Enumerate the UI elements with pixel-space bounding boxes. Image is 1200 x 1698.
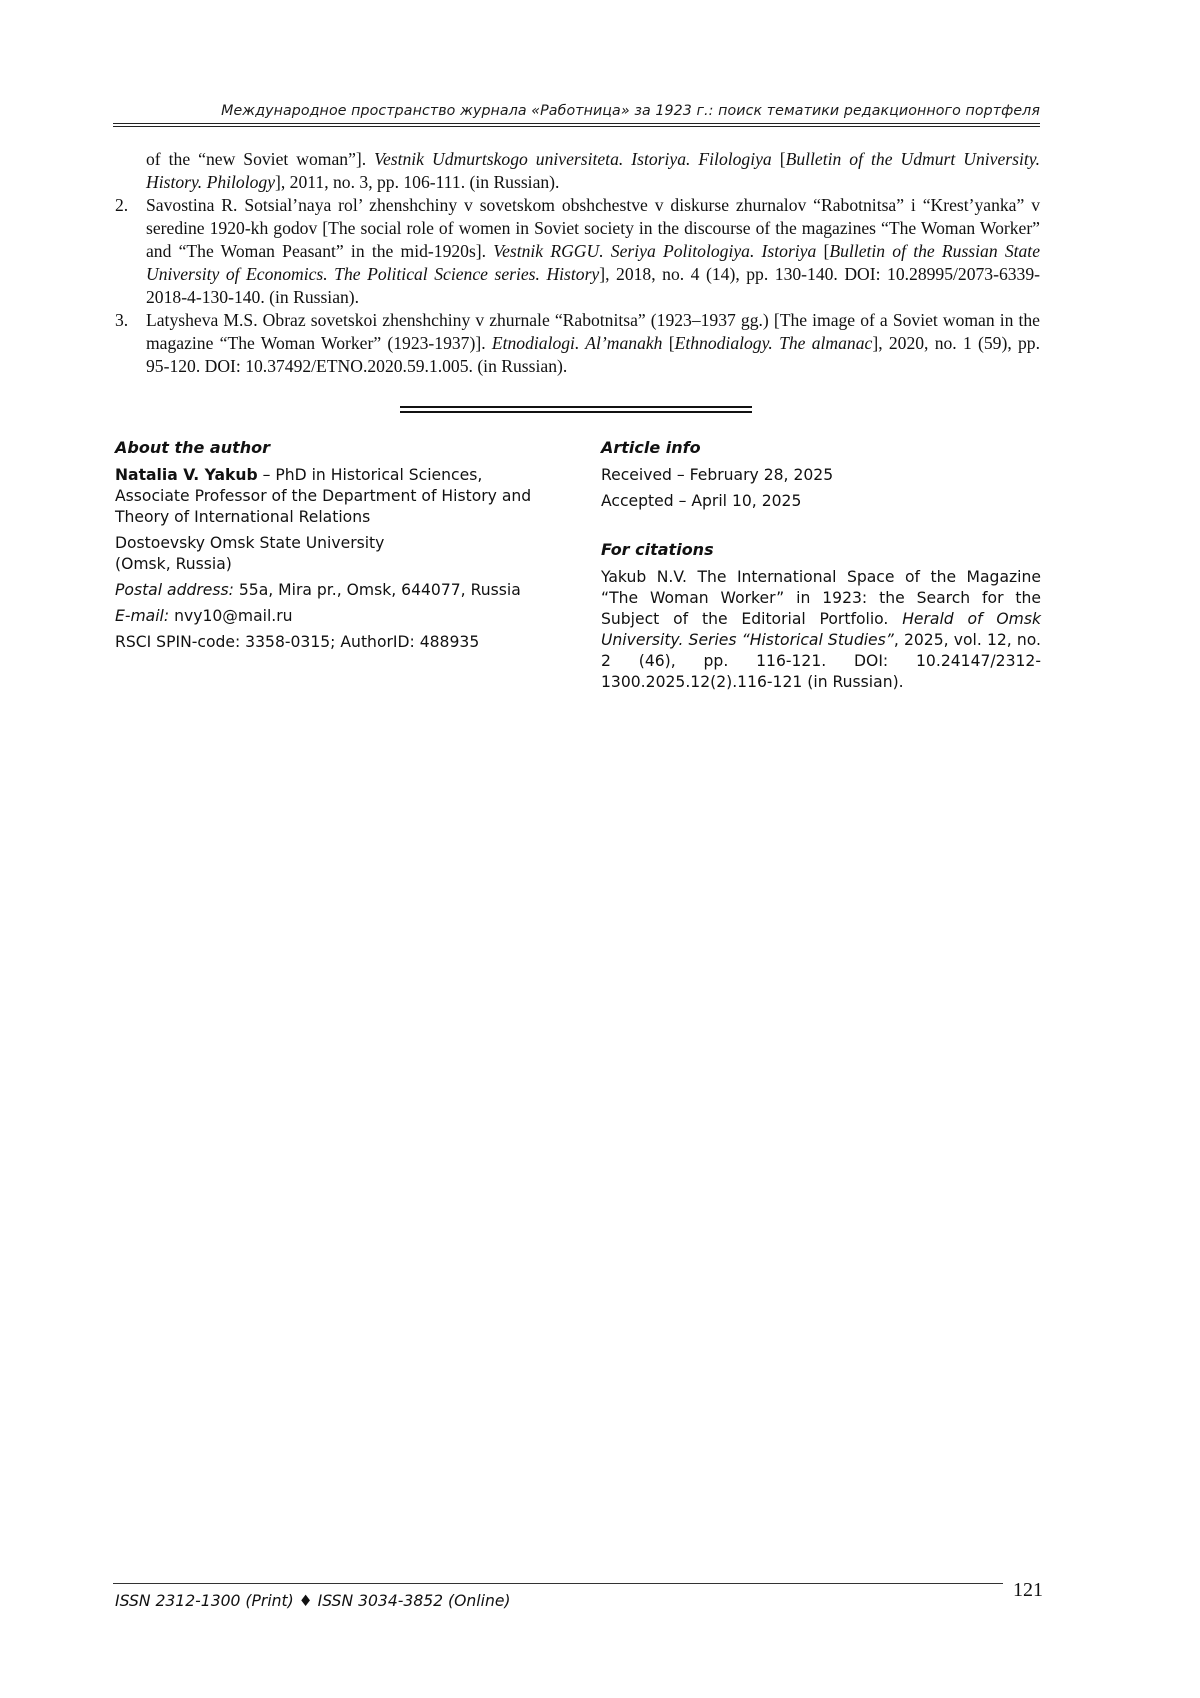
reference-text: [	[771, 149, 786, 169]
article-info-section	[601, 437, 1041, 698]
citation-text	[601, 567, 1041, 693]
reference-text: ], 2018, no. 4 (14), pp. 130-140. DOI: 10.28995/2073-6339-2018-4-130-140. (in Russian).	[146, 264, 1040, 307]
reference-journal-translation: Bulletin of the Udmurt University. History. Philology	[146, 149, 1040, 192]
author-bio	[115, 465, 555, 528]
reference-number: 2.	[115, 195, 129, 215]
reference-journal: Vestnik Udmurtskogo universiteta. Istoriya. Filologiya	[374, 149, 772, 169]
reference-text: [	[662, 333, 675, 353]
reference-journal: Vestnik RGGU. Seriya Politologiya. Istoriya	[493, 241, 817, 261]
running-title: Международное пространство журнала «Работница» за 1923 г.: поиск тематики редакционного портфеля	[221, 103, 1040, 119]
footer-rule	[113, 1583, 1003, 1584]
article-info-heading: Article info	[601, 438, 701, 457]
header-rule	[113, 123, 1040, 127]
author-description: – PhD in Historical Sciences, Associate Professor of the Department of History and Theory of International Relations	[115, 466, 532, 526]
author-heading: About the author	[115, 438, 271, 457]
author-section	[115, 437, 555, 658]
citation-text-after: , 2025, vol. 12, no. 2 (46), pp. 116-121. DOI: 10.24147/2312-1300.2025.12(2).116-121 (in Russian).	[601, 631, 1042, 691]
reference-journal-translation: Bulletin of the Russian State University of Economics. The Political Science series. History	[146, 241, 1041, 284]
section-separator	[400, 406, 752, 413]
author-affiliation	[115, 533, 555, 575]
citation-text-before: Yakub N.V. The International Space of the Magazine “The Woman Worker” in 1923: the Search for the Subject of the Editorial Portfolio.	[601, 568, 1041, 628]
postal-label: Postal address:	[115, 581, 234, 599]
citation-journal: Herald of Omsk University. Series “Historical Studies”	[601, 610, 1041, 649]
citation-heading: For citations	[601, 540, 714, 559]
reference-text: ], 2020, no. 1 (59), pp. 95-120. DOI: 10.37492/ETNO.2020.59.1.005. (in Russian).	[146, 333, 1040, 376]
issn-line: ISSN 2312-1300 (Print) ♦ ISSN 3034-3852 (Online)	[115, 1592, 511, 1610]
email-label: E-mail:	[115, 607, 170, 625]
reference-text: ], 2011, no. 3, pp. 106-111. (in Russian).	[275, 172, 560, 192]
reference-number: 3.	[115, 310, 129, 330]
reference-journal: Etnodialogi. Al’manakh	[491, 333, 663, 353]
author-email	[115, 606, 555, 627]
postal-value: 55a, Mira pr., Omsk, 644077, Russia	[233, 581, 521, 599]
author-postal-address	[115, 580, 555, 601]
author-name: Natalia V. Yakub	[115, 466, 258, 484]
reference-item	[113, 194, 1040, 309]
received-date: Received – February 28, 2025	[601, 466, 834, 484]
author-university: Dostoevsky Omsk State University	[115, 534, 385, 552]
reference-text: [	[816, 241, 830, 261]
reference-text: Latysheva M.S. Obraz sovetskoi zhenshchiny v zhurnale “Rabotnitsa” (1923–1937 gg.) [The image of a Soviet woman in the magazine “The Woman Worker” (1923-1937)].	[146, 310, 1040, 353]
accepted-date: Accepted – April 10, 2025	[601, 492, 802, 510]
page-number: 121	[1013, 1579, 1043, 1601]
reference-text: Savostina R. Sotsial’naya rol’ zhenshchiny v sovetskom obshchestve v diskurse zhurnalov “Rabotnitsa” i “Krest’yanka” v seredine 1920-kh godov [The social role of women in Soviet society in the discourse of the magazines “The Woman Worker” and “The Woman Peasant” in the mid-1920s].	[146, 195, 1040, 261]
reference-list	[113, 148, 1040, 378]
reference-item	[113, 148, 1040, 194]
author-rsci: RSCI SPIN-code: 3358-0315; AuthorID: 488935	[115, 633, 480, 651]
email-link[interactable]: nvy10@mail.ru	[169, 607, 293, 625]
author-location: (Omsk, Russia)	[115, 555, 232, 573]
reference-text: of the “new Soviet woman”].	[146, 149, 375, 169]
reference-journal-translation: Ethnodialogy. The almanac	[674, 333, 873, 353]
reference-item	[113, 309, 1040, 378]
